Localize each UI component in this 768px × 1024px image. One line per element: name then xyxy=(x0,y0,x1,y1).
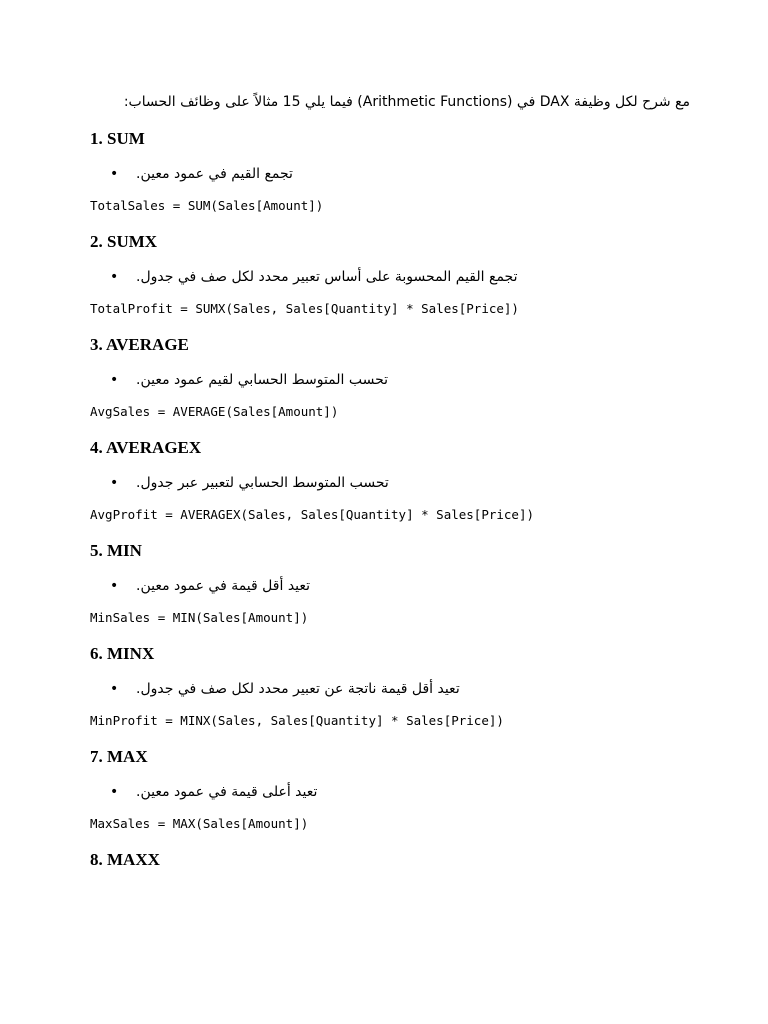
section-heading: 6. MINX xyxy=(90,644,155,663)
bullet-text: تعيد أقل قيمة في عمود معين. xyxy=(136,578,311,594)
bullet-item xyxy=(90,781,690,803)
code-line: MaxSales = MAX(Sales[Amount]) xyxy=(90,816,309,831)
section-heading: 8. MAXX xyxy=(90,850,160,869)
code-line: TotalSales = SUM(Sales[Amount]) xyxy=(90,198,324,213)
section-heading: 2. SUMX xyxy=(90,232,158,251)
bullet-item xyxy=(90,369,690,391)
section-max xyxy=(90,746,690,833)
code-line: AvgSales = AVERAGE(Sales[Amount]) xyxy=(90,404,339,419)
bullet-item xyxy=(90,163,690,185)
bullet-icon: • xyxy=(110,475,119,491)
document-page xyxy=(90,92,690,884)
bullet-icon: • xyxy=(110,784,119,800)
section-min xyxy=(90,540,690,627)
bullet-icon: • xyxy=(110,166,119,182)
section-maxx xyxy=(90,849,690,871)
bullet-icon: • xyxy=(110,269,119,285)
bullet-text: تحسب المتوسط الحسابي لتعبير عبر جدول. xyxy=(136,475,389,491)
bullet-item xyxy=(90,266,690,288)
section-heading: 1. SUM xyxy=(90,129,145,148)
section-heading: 7. MAX xyxy=(90,747,148,766)
bullet-text: تجمع القيم المحسوبة على أساس تعبير محدد لكل صف في جدول. xyxy=(136,269,518,285)
bullet-text: تعيد أقل قيمة ناتجة عن تعبير محدد لكل صف في جدول. xyxy=(136,681,460,697)
intro-paragraph: مع شرح لكل وظيفة DAX في (Arithmetic Functions) فيما يلي 15 مثالاً على وظائف الحساب: xyxy=(123,94,690,110)
section-minx xyxy=(90,643,690,730)
code-line: MinProfit = MINX(Sales, Sales[Quantity] * Sales[Price]) xyxy=(90,713,504,728)
section-average xyxy=(90,334,690,421)
section-sum xyxy=(90,128,690,215)
section-heading: 4. AVERAGEX xyxy=(90,438,202,457)
bullet-text: تحسب المتوسط الحسابي لقيم عمود معين. xyxy=(136,372,389,388)
bullet-icon: • xyxy=(110,578,119,594)
code-line: TotalProfit = SUMX(Sales, Sales[Quantity] * Sales[Price]) xyxy=(90,301,519,316)
bullet-text: تعيد أعلى قيمة في عمود معين. xyxy=(136,784,318,800)
bullet-icon: • xyxy=(110,681,119,697)
bullet-item xyxy=(90,472,690,494)
section-sumx xyxy=(90,231,690,318)
code-line: MinSales = MIN(Sales[Amount]) xyxy=(90,610,309,625)
section-heading: 3. AVERAGE xyxy=(90,335,189,354)
bullet-item xyxy=(90,678,690,700)
code-line: AvgProfit = AVERAGEX(Sales, Sales[Quantity] * Sales[Price]) xyxy=(90,507,535,522)
bullet-icon: • xyxy=(110,372,119,388)
section-heading: 5. MIN xyxy=(90,541,142,560)
bullet-item xyxy=(90,575,690,597)
section-averagex xyxy=(90,437,690,524)
bullet-text: تجمع القيم في عمود معين. xyxy=(136,166,293,182)
